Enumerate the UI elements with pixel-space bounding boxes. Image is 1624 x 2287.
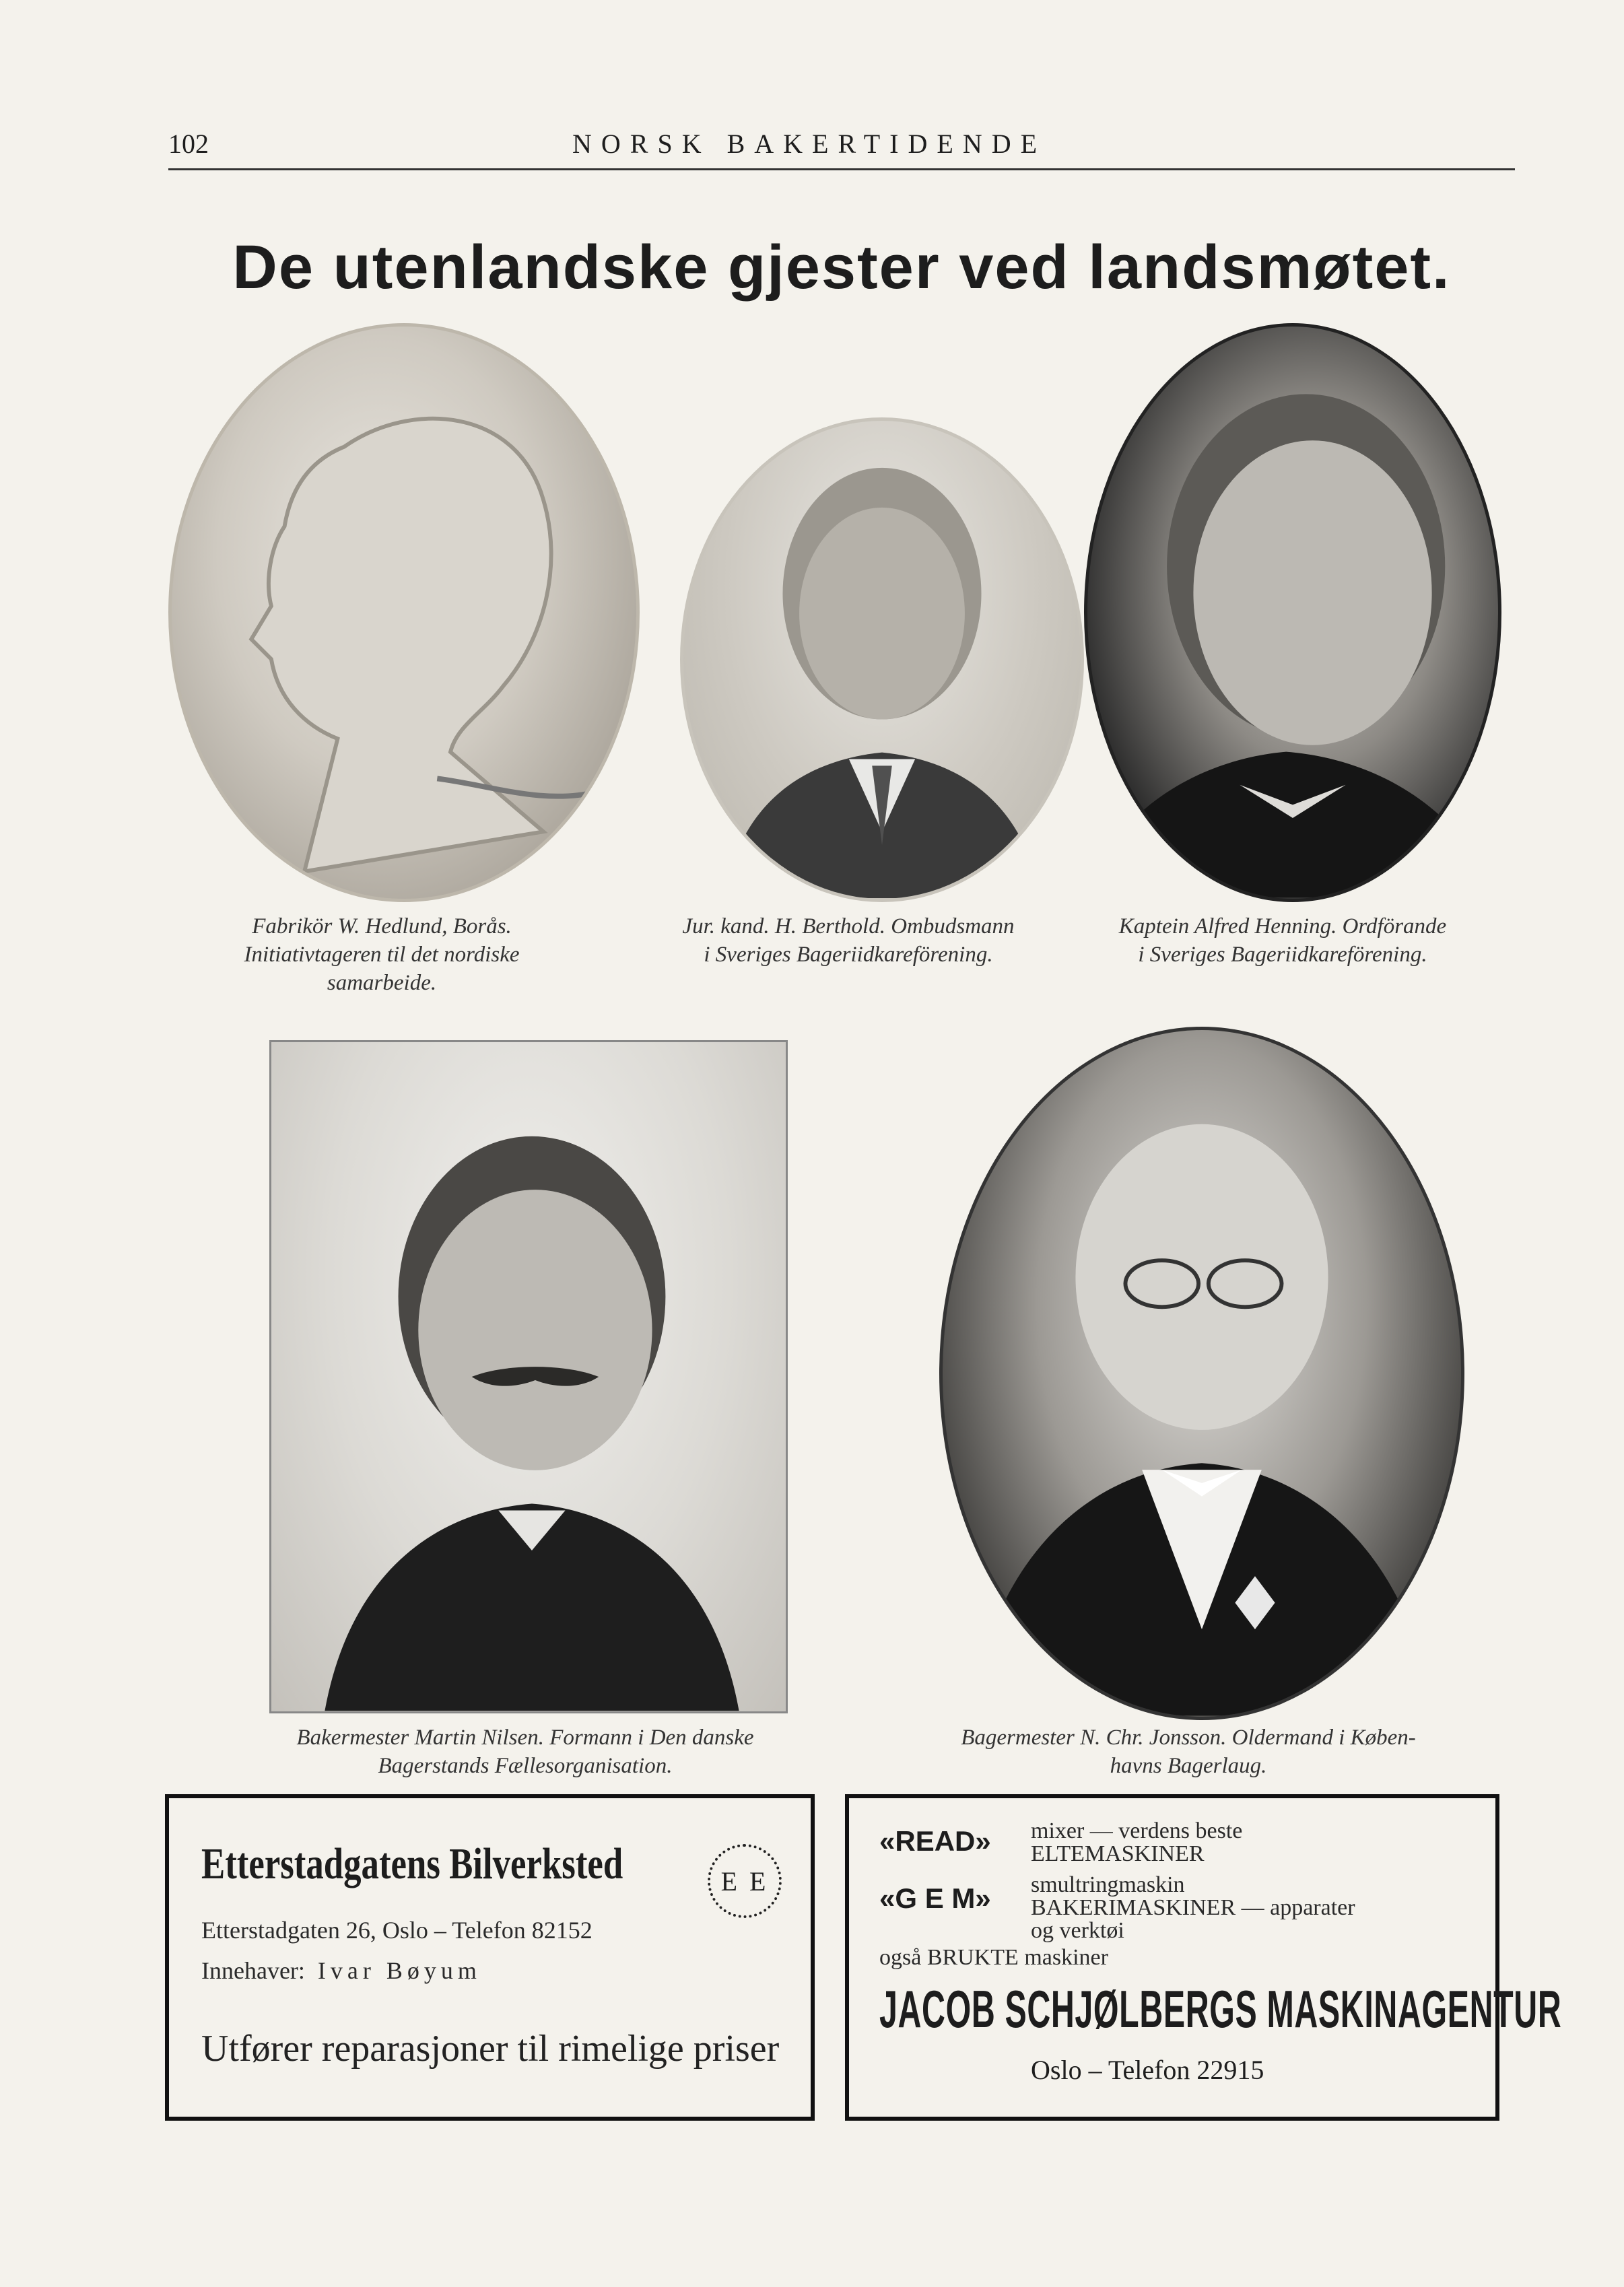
caption-line: havns Bagerlaug. <box>1110 1754 1267 1778</box>
logo-text: E E <box>720 1866 769 1897</box>
running-header <box>168 128 1515 170</box>
caption-line: samarbeide. <box>327 971 437 995</box>
ad-phone: Oslo – Telefon 22915 <box>1031 2055 1264 2085</box>
caption-line: Fabrikör W. Hedlund, Borås. <box>252 914 512 938</box>
ad-etterstadgatens-bilverksted <box>165 1794 815 2121</box>
caption-line: Initiativtageren til det nordiske <box>244 943 520 967</box>
relief-profile-graphic <box>172 327 636 899</box>
portrait-photo-berthold <box>680 417 1084 902</box>
article-title: De utenlandske gjester ved landsmøtet. <box>232 233 1451 302</box>
portrait-photo-jonsson <box>939 1027 1464 1720</box>
portrait-figure-graphic <box>271 1042 786 1711</box>
ad-slogan: Utfører reparasjoner til rimelige priser <box>201 2028 780 2070</box>
portrait-figure-graphic <box>1087 327 1498 899</box>
ad-company-name: JACOB SCHJØLBERGS MASKINAGENTUR <box>879 1979 1562 2039</box>
ad-jacob-schjolbergs <box>845 1794 1562 2121</box>
gem-description: BAKERIMASKINER — apparater <box>1031 1895 1355 1920</box>
owner-label: Innehaver: <box>201 1957 305 1984</box>
caption-hedlund <box>176 912 587 997</box>
caption-line: Bakermester Martin Nilsen. Formann i Den danske <box>296 1726 754 1750</box>
caption-line: i Sveriges Bageriidkareförening. <box>1138 943 1427 967</box>
gem-description: smultringmaskin <box>1031 1872 1185 1897</box>
gem-description: og verktøi <box>1031 1918 1124 1943</box>
ad-company-name: Etterstadgatens Bilverksted <box>201 1839 623 1888</box>
caption-line: Bagerstands Fællesorganisation. <box>378 1754 673 1778</box>
caption-henning <box>1057 912 1508 969</box>
portrait-photo-henning <box>1084 323 1501 902</box>
ee-logo-icon <box>708 1844 782 1918</box>
ad-owner <box>201 1956 481 1985</box>
gem-product-label: «G E M» <box>879 1882 991 1914</box>
portrait-figure-graphic <box>943 1030 1461 1717</box>
owner-name: Ivar Bøyum <box>317 1957 481 1984</box>
caption-jonsson <box>872 1723 1505 1780</box>
page-number: 102 <box>168 129 209 159</box>
portrait-photo-nilsen <box>269 1040 788 1713</box>
publication-name: NORSK BAKERTIDENDE <box>572 129 1047 159</box>
caption-line: Bagermester N. Chr. Jonsson. Oldermand i Køben- <box>961 1726 1416 1750</box>
ad-address: Etterstadgaten 26, Oslo – Telefon 82152 <box>201 1917 593 1944</box>
caption-berthold <box>630 912 1067 969</box>
portrait-photo-hedlund <box>168 323 640 902</box>
portrait-figure-graphic <box>683 421 1081 899</box>
caption-line: i Sveriges Bageriidkareförening. <box>704 943 993 967</box>
caption-line: Jur. kand. H. Berthold. Ombudsmann <box>682 914 1015 938</box>
read-description: ELTEMASKINER <box>1031 1841 1205 1866</box>
caption-line: Kaptein Alfred Henning. Ordförande <box>1118 914 1447 938</box>
read-product-label: «READ» <box>879 1825 991 1857</box>
used-machines-note: også BRUKTE maskiner <box>879 1945 1108 1970</box>
read-description: mixer — verdens beste <box>1031 1818 1243 1843</box>
caption-nilsen <box>202 1723 848 1780</box>
